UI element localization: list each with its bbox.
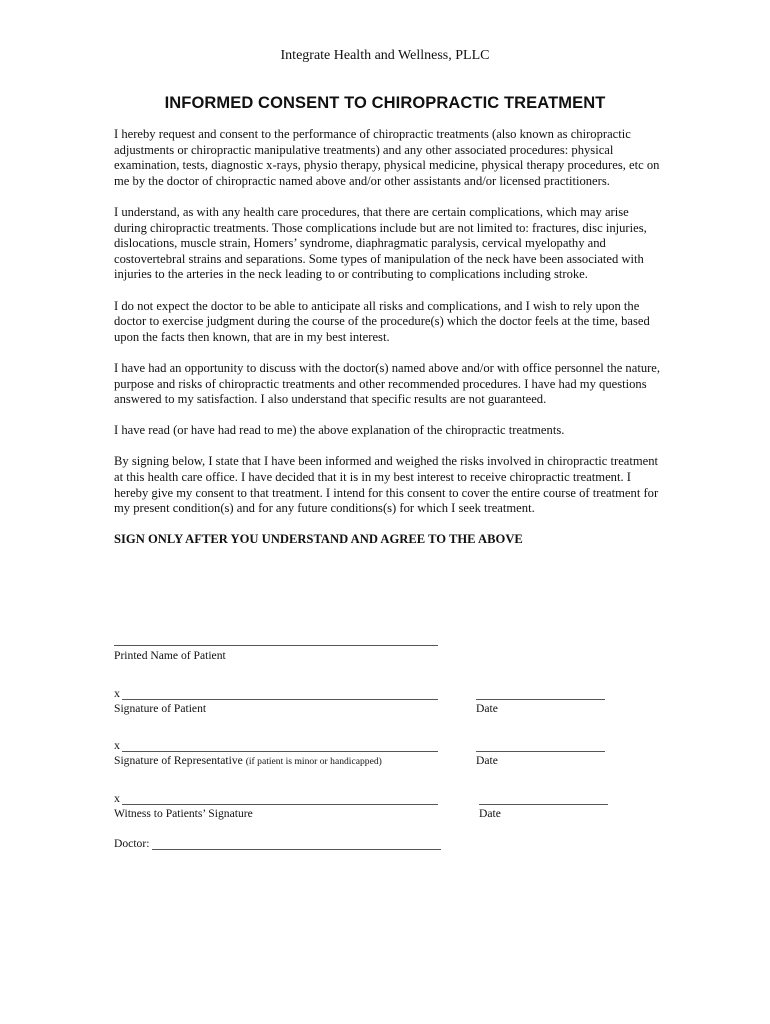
paragraph-request-consent: I hereby request and consent to the performance of chiropractic treatments (also known as chiropractic adjustments or chiropractic manipulative treatments) and any other associated procedures: physical examination, tests, diagnostic x-rays, physio therapy, physical medicine, physical therapy procedures, etc on me by the doctor of chiropractic named above and/or other assistants and/or licensed practitioners. xyxy=(114,127,660,188)
patient-signature-line[interactable] xyxy=(122,699,438,700)
paragraph-discussion: I have had an opportunity to discuss with the doctor(s) named above and/or with office personnel the nature, purpose and risks of chiropractic treatments and other recommended procedures. I have had my questions answered to my satisfaction. I also understand that specific results are not guaranteed. xyxy=(114,360,661,407)
printed-name-label: Printed Name of Patient xyxy=(114,649,226,662)
paragraph-judgment: I do not expect the doctor to be able to anticipate all risks and complications, and I wish to rely upon the doctor to exercise judgment during the course of the procedure(s) which the doctor feels at the time, based upon the facts then known, that are in my best interest. xyxy=(114,298,650,344)
document-title: INFORMED CONSENT TO CHIROPRACTIC TREATMENT xyxy=(164,94,606,112)
witness-signature-line[interactable] xyxy=(122,804,438,805)
consent-body xyxy=(114,127,662,564)
patient-signature-label: Signature of Patient xyxy=(114,702,207,715)
doctor-label: Doctor: xyxy=(114,837,150,850)
paragraph-complications: I understand, as with any health care procedures, that there are certain complications, which may arise during chiropractic treatments. Those complications include but are not limited to: fractures, disc injuries, dislocations, muscle strain, Homers’ syndrome, diaphragmatic paralysis, cervical myelopathy and costovertebral strains and separations. Some types of manipulation of the neck have been associated with injuries to the arteries in the neck leading to or contributing to complications including stroke. xyxy=(114,204,647,282)
representative-date-label: Date xyxy=(476,754,498,767)
representative-date-line[interactable] xyxy=(476,751,605,752)
paragraph-read-explanation: I have read (or have had read to me) the above explanation of the chiropractic treatments. xyxy=(114,423,565,438)
witness-signature-label: Witness to Patients’ Signature xyxy=(114,807,253,820)
representative-signature-label xyxy=(114,754,382,767)
patient-date-label: Date xyxy=(476,702,498,715)
witness-date-line[interactable] xyxy=(479,804,608,805)
representative-signature-x: x xyxy=(114,738,120,752)
witness-date-label: Date xyxy=(479,807,501,820)
printed-name-line[interactable] xyxy=(114,645,438,646)
patient-date-line[interactable] xyxy=(476,699,605,700)
organization-name: Integrate Health and Wellness, PLLC xyxy=(280,48,490,63)
paragraph-signing-statement: By signing below, I state that I have been informed and weighed the risks involved in chiropractic treatment at this health care office. I have decided that it is in my best interest to receive chiropractic treatment. I hereby give my consent to that treatment. I intend for this consent to cover the entire course of treatment for my present condition(s) and for any future conditions(s) for which I seek treatment. xyxy=(114,454,659,516)
representative-note: (if patient is minor or handicapped) xyxy=(245,756,382,767)
doctor-line[interactable] xyxy=(152,849,441,850)
patient-signature-x: x xyxy=(114,686,120,700)
representative-signature-line[interactable] xyxy=(122,751,438,752)
representative-label-text: Signature of Representative xyxy=(114,754,243,767)
witness-signature-x: x xyxy=(114,791,120,805)
sign-instruction: SIGN ONLY AFTER YOU UNDERSTAND AND AGREE TO THE ABOVE xyxy=(114,532,523,547)
